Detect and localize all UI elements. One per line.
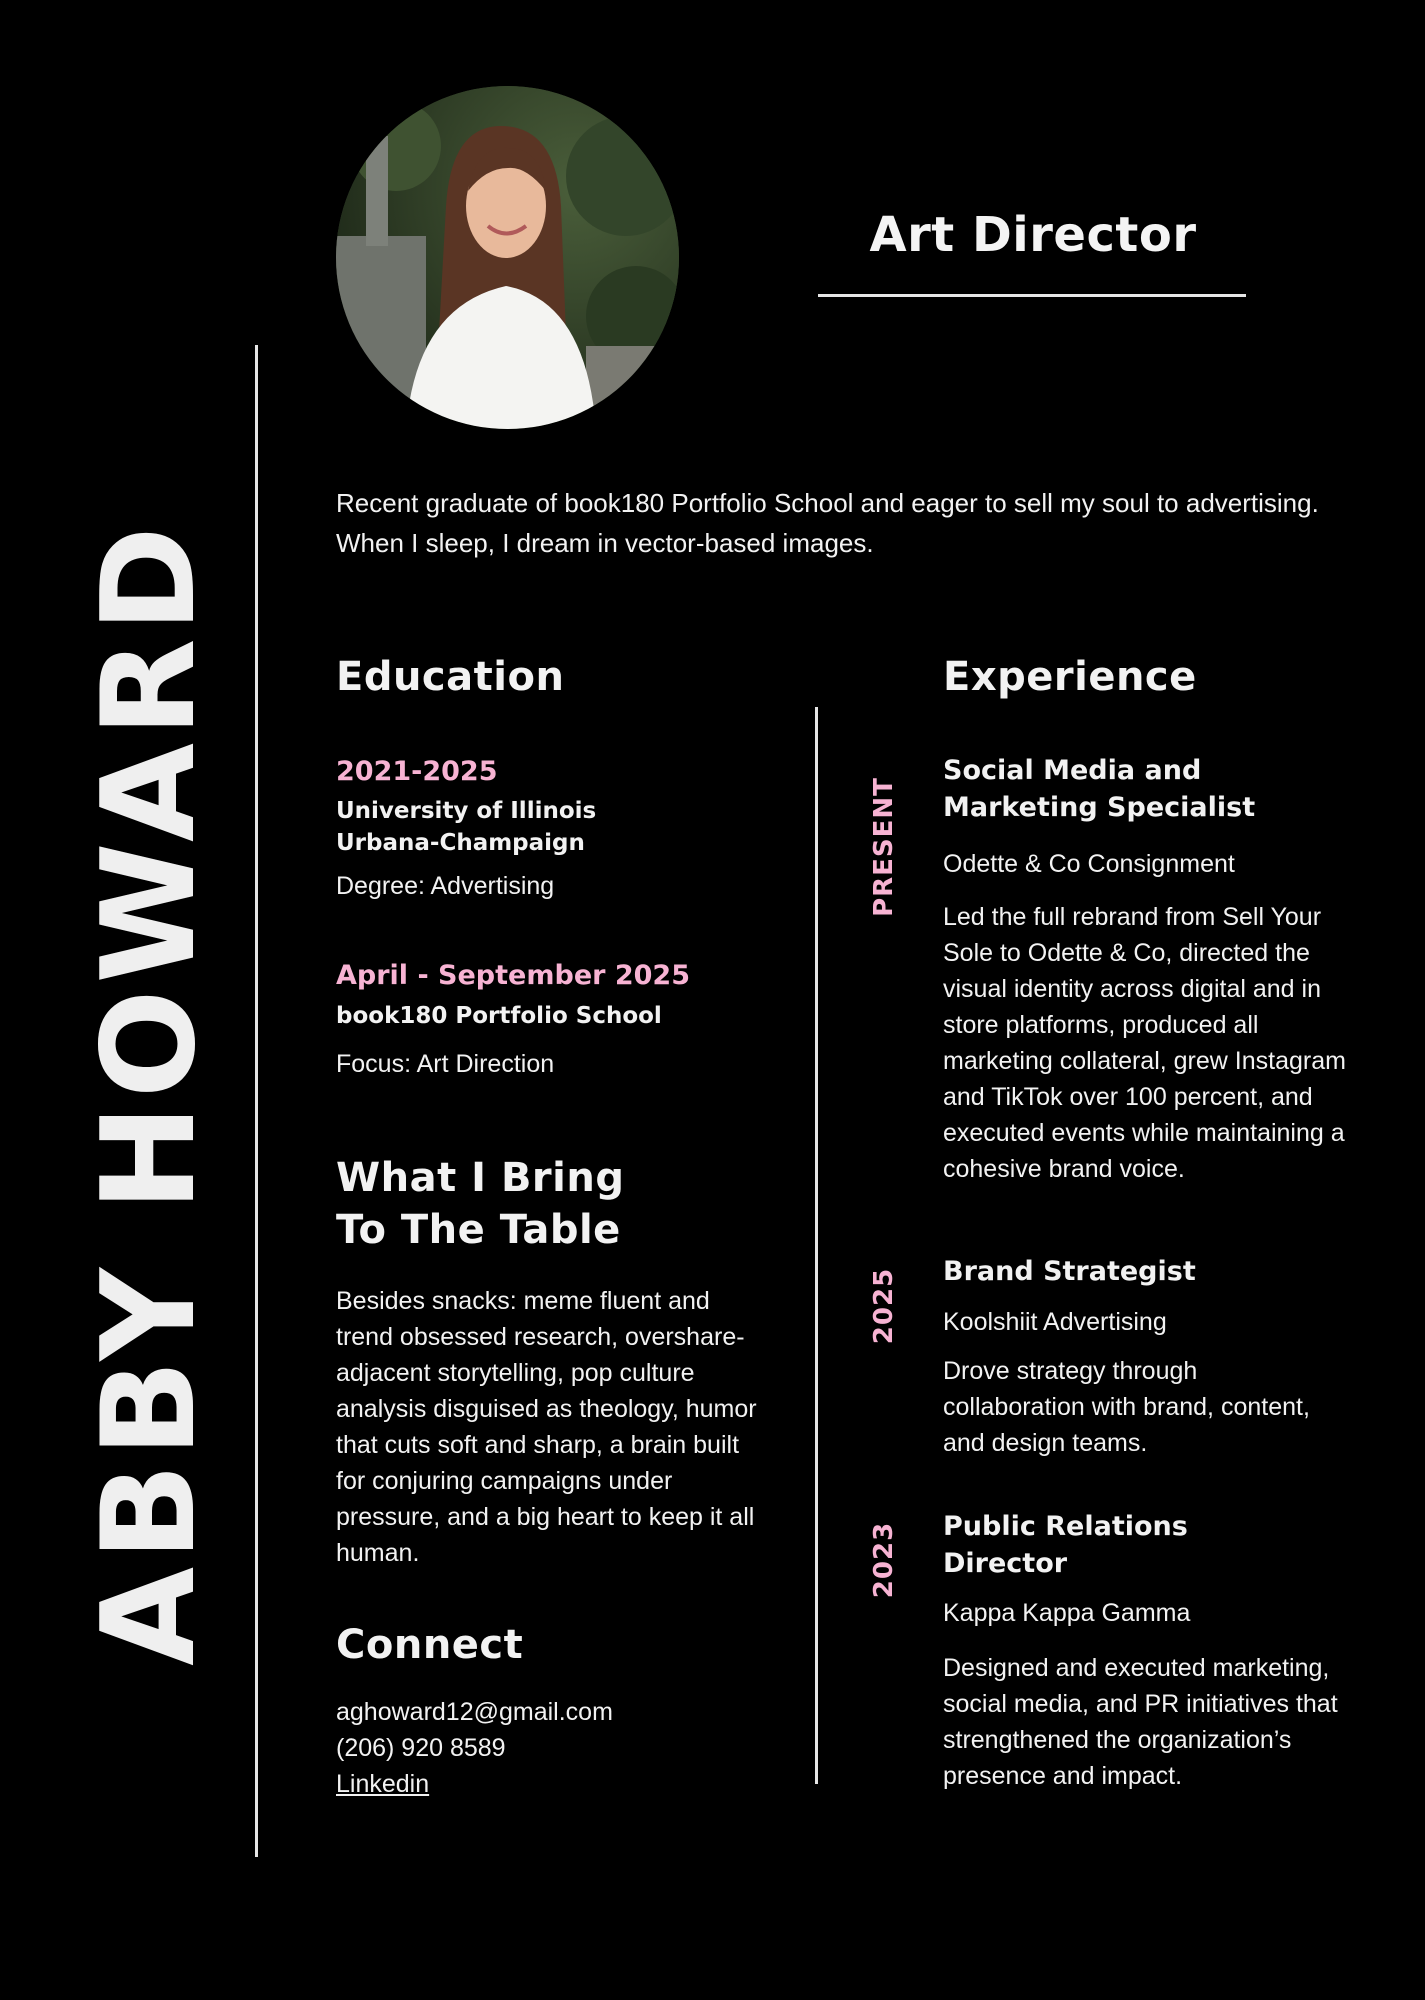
bring-text: Besides snacks: meme fluent and trend obsessed research, overshare-adjacent storytelling, pop culture analysis disguised as theology, humor that cuts soft and sharp, a brain built for conjuring campaigns under pressure, and a big heart to keep it all human.	[336, 1287, 757, 1567]
experience-description: Led the full rebrand from Sell Your Sole to Odette & Co, directed the visual identity across digital and in store platforms, produced all marketing collateral, grew Instagram and TikTok over 100 percent, and executed events while maintaining a cohesive brand voice.	[943, 903, 1346, 1183]
linkedin-link[interactable]: Linkedin	[336, 1770, 430, 1798]
education-school	[336, 795, 596, 859]
experience-period: PRESENT	[869, 777, 899, 917]
education-detail: Focus: Art Direction	[336, 1050, 555, 1078]
bring-heading	[336, 1152, 624, 1256]
experience-company: Odette & Co Consignment	[943, 850, 1235, 878]
job-title: Art Director	[869, 207, 1197, 263]
title-underline	[818, 294, 1246, 297]
middle-divider	[815, 707, 818, 1784]
experience-title	[943, 752, 1255, 826]
experience-title-line: Public Relations	[943, 1511, 1188, 1542]
experience-period: 2025	[869, 1267, 899, 1345]
education-school: book180 Portfolio School	[336, 1003, 662, 1029]
intro-text: Recent graduate of book180 Portfolio School and eager to sell my soul to advertising. When I sleep, I dream in vector-based images.	[336, 488, 1319, 558]
education-detail: Degree: Advertising	[336, 872, 555, 900]
experience-title: Brand Strategist	[943, 1256, 1196, 1287]
connect-heading: Connect	[336, 1622, 524, 1668]
school-line: Urbana-Champaign	[336, 830, 585, 856]
experience-description: Drove strategy through collaboration with brand, content, and design teams.	[943, 1357, 1310, 1457]
experience-title-line: Marketing Specialist	[943, 792, 1256, 823]
left-divider	[255, 345, 258, 1857]
experience-title	[943, 1508, 1188, 1582]
name-column	[75, 335, 224, 1850]
experience-description: Designed and executed marketing, social media, and PR initiatives that strengthened the organization’s presence and impact.	[943, 1654, 1338, 1790]
education-heading: Education	[336, 654, 565, 700]
connect-list	[336, 1694, 613, 1802]
candidate-name: ABBY HOWARD	[75, 519, 224, 1666]
experience-company: Koolshiit Advertising	[943, 1308, 1167, 1336]
email-link[interactable]: aghoward12@gmail.com	[336, 1698, 613, 1726]
experience-company: Kappa Kappa Gamma	[943, 1599, 1191, 1627]
bring-heading-line: What I Bring	[336, 1155, 625, 1201]
experience-title-line: Director	[943, 1548, 1068, 1579]
experience-heading: Experience	[943, 654, 1197, 700]
school-line: University of Illinois	[336, 798, 597, 824]
education-date: April - September 2025	[336, 960, 690, 991]
experience-title-line: Social Media and	[943, 755, 1202, 786]
phone-number: (206) 920 8589	[336, 1734, 506, 1762]
profile-photo	[336, 86, 679, 429]
bring-heading-line: To The Table	[336, 1207, 621, 1253]
education-date: 2021-2025	[336, 756, 498, 787]
experience-period: 2023	[869, 1521, 899, 1599]
portrait-illustration	[336, 86, 679, 429]
